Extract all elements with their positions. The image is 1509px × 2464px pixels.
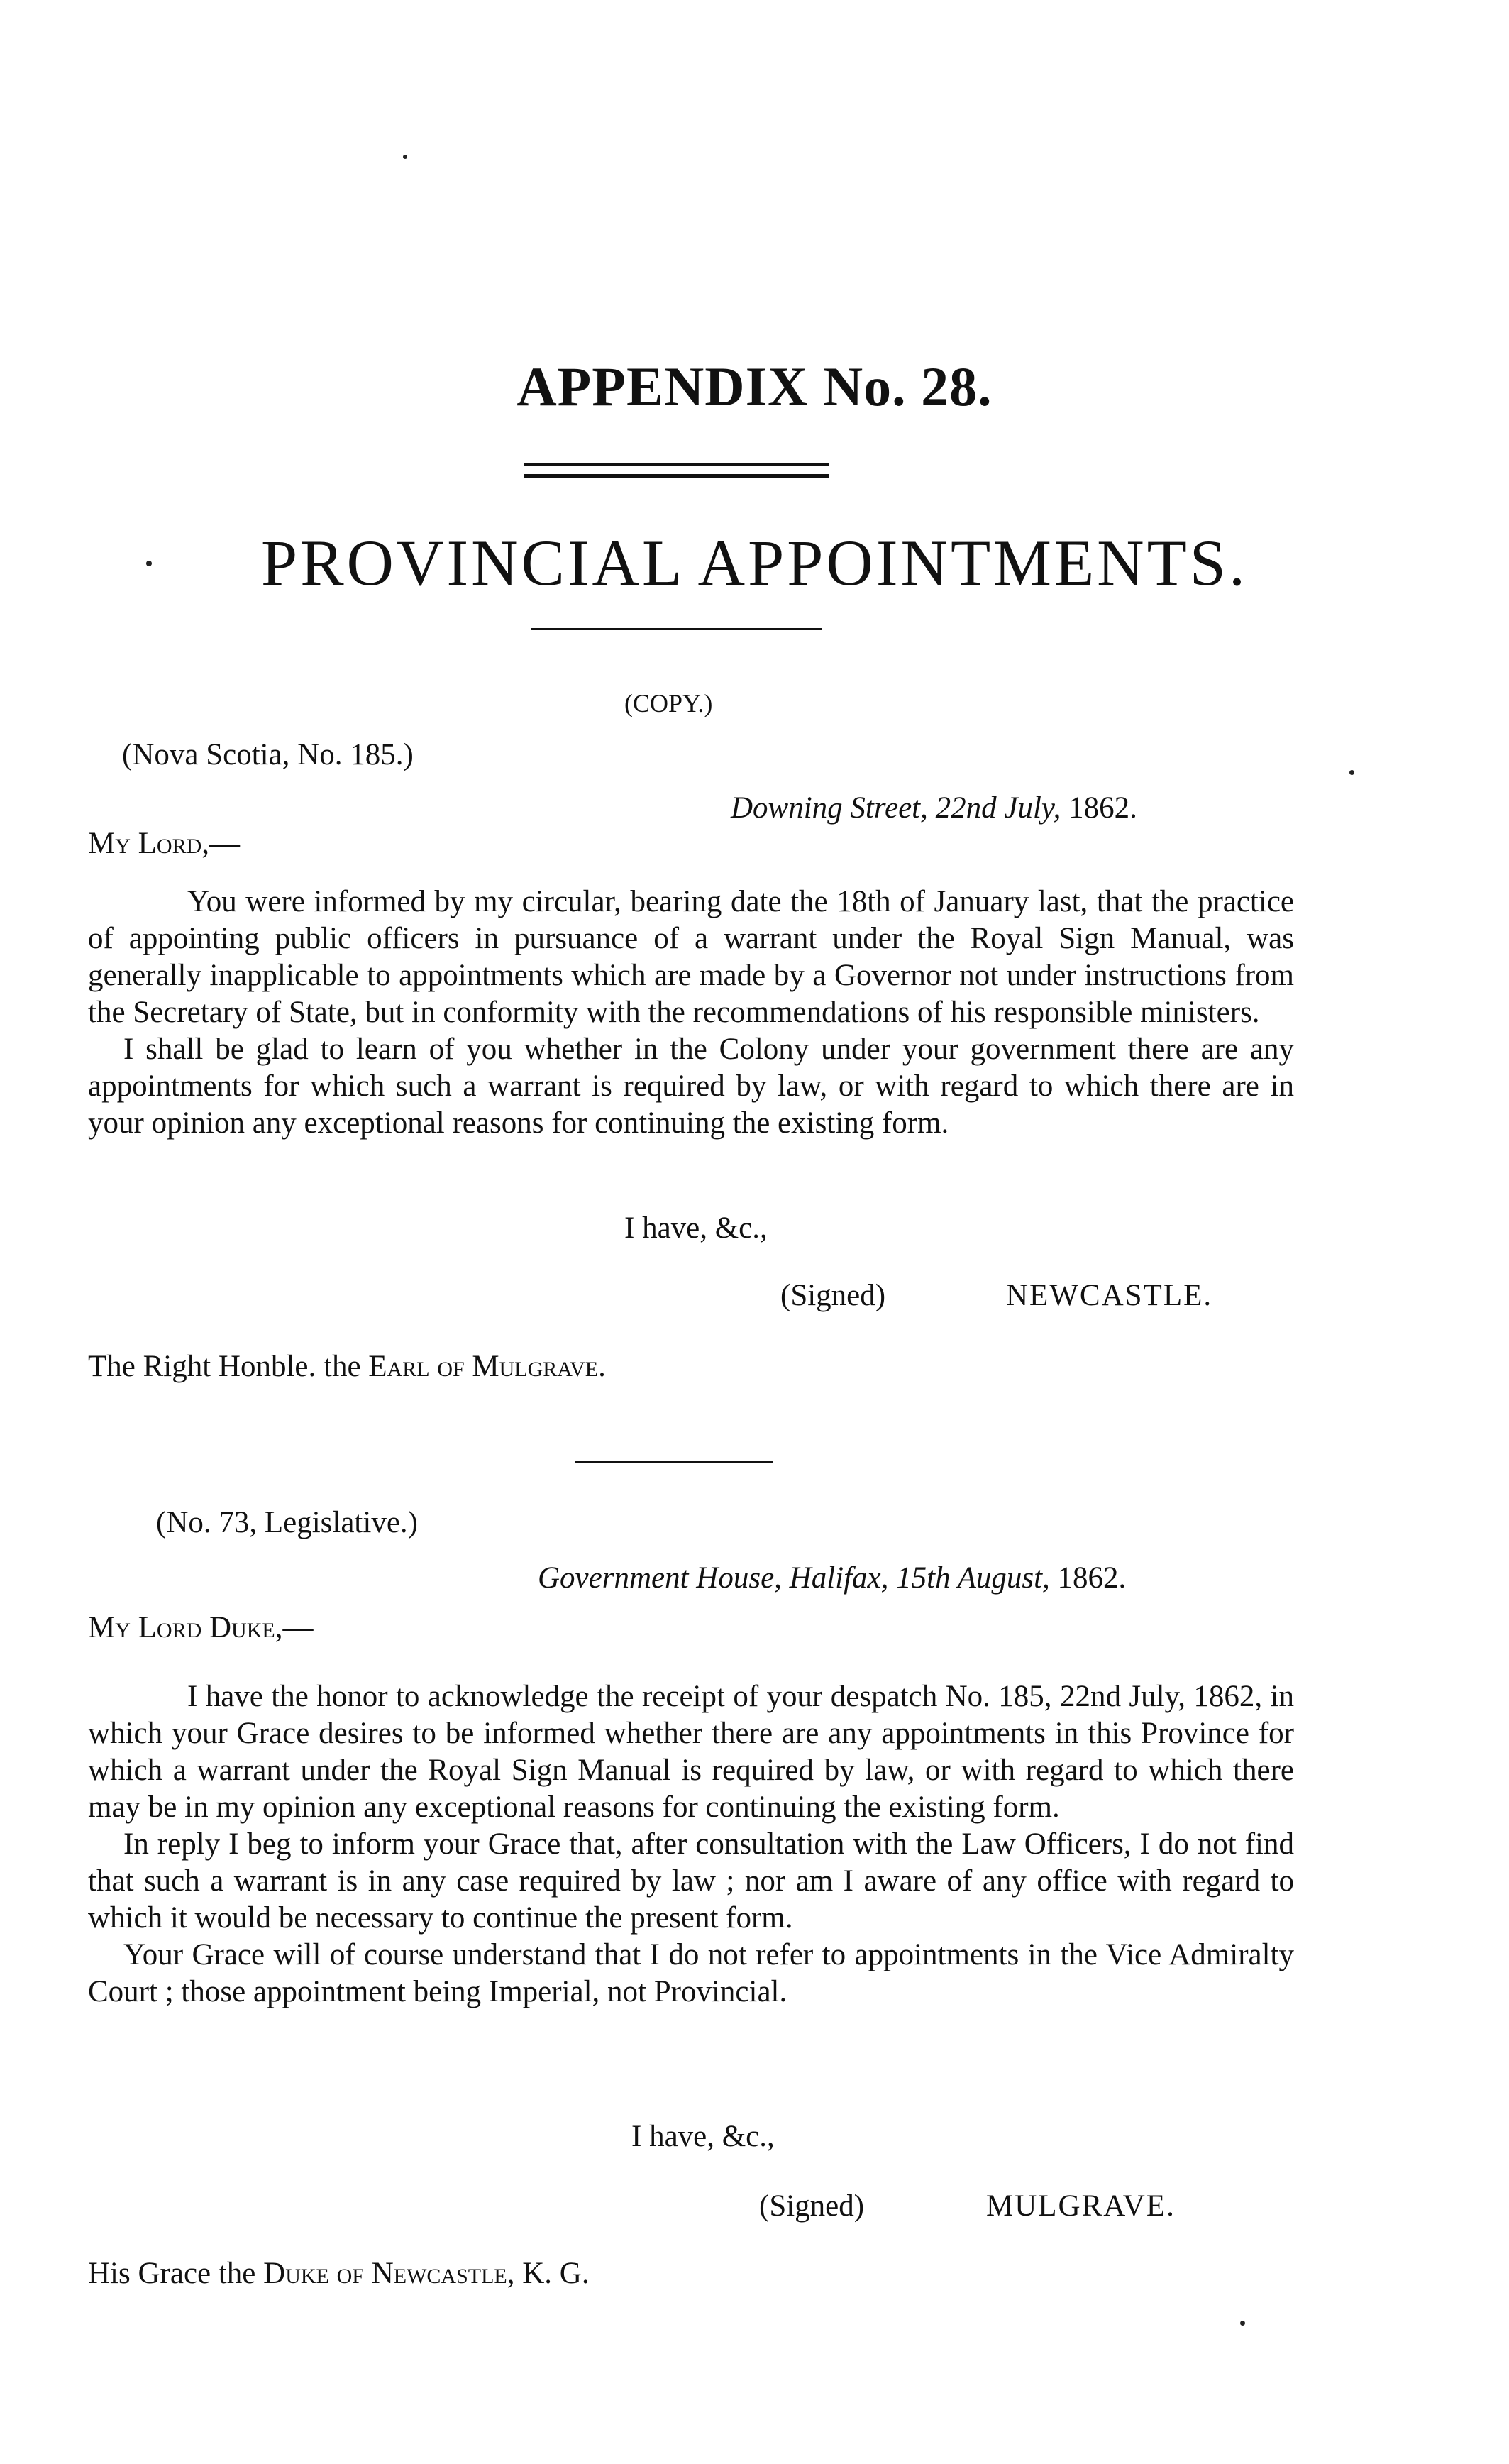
- letter1-paragraph: You were informed by my circular, bearing date the 18th of January last, that the practice of appointing public officers in pursuance of a warrant under the Royal Sign Manual, was generally inapplicable to appointments which are made by a Governor not under instructions from the Secretary of State, but in conformity with the recommendations of his responsible ministers.: [88, 885, 1294, 1029]
- letter1-date: 22nd July,: [935, 791, 1061, 825]
- letter1-dateline: [731, 790, 1137, 827]
- letter1-salutation: My Lord,—: [88, 827, 241, 860]
- main-title: PROVINCIAL APPOINTMENTS.: [261, 527, 1248, 599]
- letter1-body: [88, 884, 1294, 1142]
- stray-mark: [1349, 770, 1354, 775]
- letter1-addressee-name: Earl of Mulgrave.: [368, 1350, 606, 1383]
- letter2-paragraph: I have the honor to acknowledge the receipt of your despatch No. 185, 22nd July, 1862, in which your Grace desires to be informed whether there are any appointments in this Province for which a warrant under the Royal Sign Manual is required by law, or with regard to which there may be in my opinion any exceptional reasons for continuing the existing form.: [88, 1680, 1294, 1824]
- letter2-signed-label: (Signed): [759, 2189, 865, 2223]
- title-double-rule-top: [524, 463, 829, 466]
- letter2-addressee-suffix: K. G.: [522, 2257, 590, 2290]
- letter1-reference: (Nova Scotia, No. 185.): [122, 738, 414, 771]
- letter2-addressee: [88, 2255, 590, 2292]
- letter1-place: Downing Street,: [731, 791, 928, 825]
- letter2-dateline: [538, 1560, 1126, 1597]
- copy-label: (COPY.): [624, 689, 713, 717]
- letter1-addressee-prefix: The Right Honble. the: [88, 1350, 361, 1383]
- letter2-place: Government House, Halifax,: [538, 1561, 889, 1595]
- stray-mark: [146, 561, 152, 566]
- letter2-signature: MULGRAVE.: [986, 2189, 1176, 2223]
- letter2-body: [88, 1678, 1294, 2011]
- letter2-paragraph: In reply I beg to inform your Grace that, after consultation with the Law Officers, I do not find that such a warrant is in any case required by law ; nor am I aware of any office with regard to which it would be necessary to continue the present form.: [88, 1827, 1294, 1935]
- letter2-addressee-name: Duke of Newcastle,: [263, 2257, 515, 2290]
- letter1-paragraph: I shall be glad to learn of you whether in the Colony under your government there are any appointments for which such a warrant is required by law, or with regard to which there are in your opinion any exceptional reasons for continuing the existing form.: [88, 1033, 1294, 1140]
- letter2-year: 1862.: [1057, 1561, 1127, 1595]
- letter2-date: 15th August,: [896, 1561, 1050, 1595]
- stray-mark: [1240, 2321, 1245, 2326]
- letter-separator-rule: [575, 1461, 773, 1463]
- letter2-reference: (No. 73, Legislative.): [156, 1506, 418, 1539]
- letter2-paragraph: Your Grace will of course understand that I do not refer to appointments in the Vice Admiralty Court ; those appointment being Imperial, not Provincial.: [88, 1938, 1294, 2008]
- letter1-closing: I have, &c.,: [624, 1211, 768, 1245]
- letter2-salutation: My Lord Duke,—: [88, 1611, 314, 1644]
- letter1-addressee: [88, 1348, 606, 1385]
- letter2-closing: I have, &c.,: [631, 2120, 775, 2153]
- letter1-year: 1862.: [1068, 791, 1137, 825]
- letter1-signed-label: (Signed): [780, 1279, 886, 1312]
- title-separator-rule: [531, 628, 822, 630]
- title-double-rule-bottom: [524, 474, 829, 478]
- letter2-addressee-prefix: His Grace the: [88, 2257, 256, 2290]
- appendix-title: APPENDIX No. 28.: [516, 356, 993, 417]
- letter1-signature: NEWCASTLE.: [1006, 1279, 1213, 1312]
- stray-mark: [403, 155, 407, 159]
